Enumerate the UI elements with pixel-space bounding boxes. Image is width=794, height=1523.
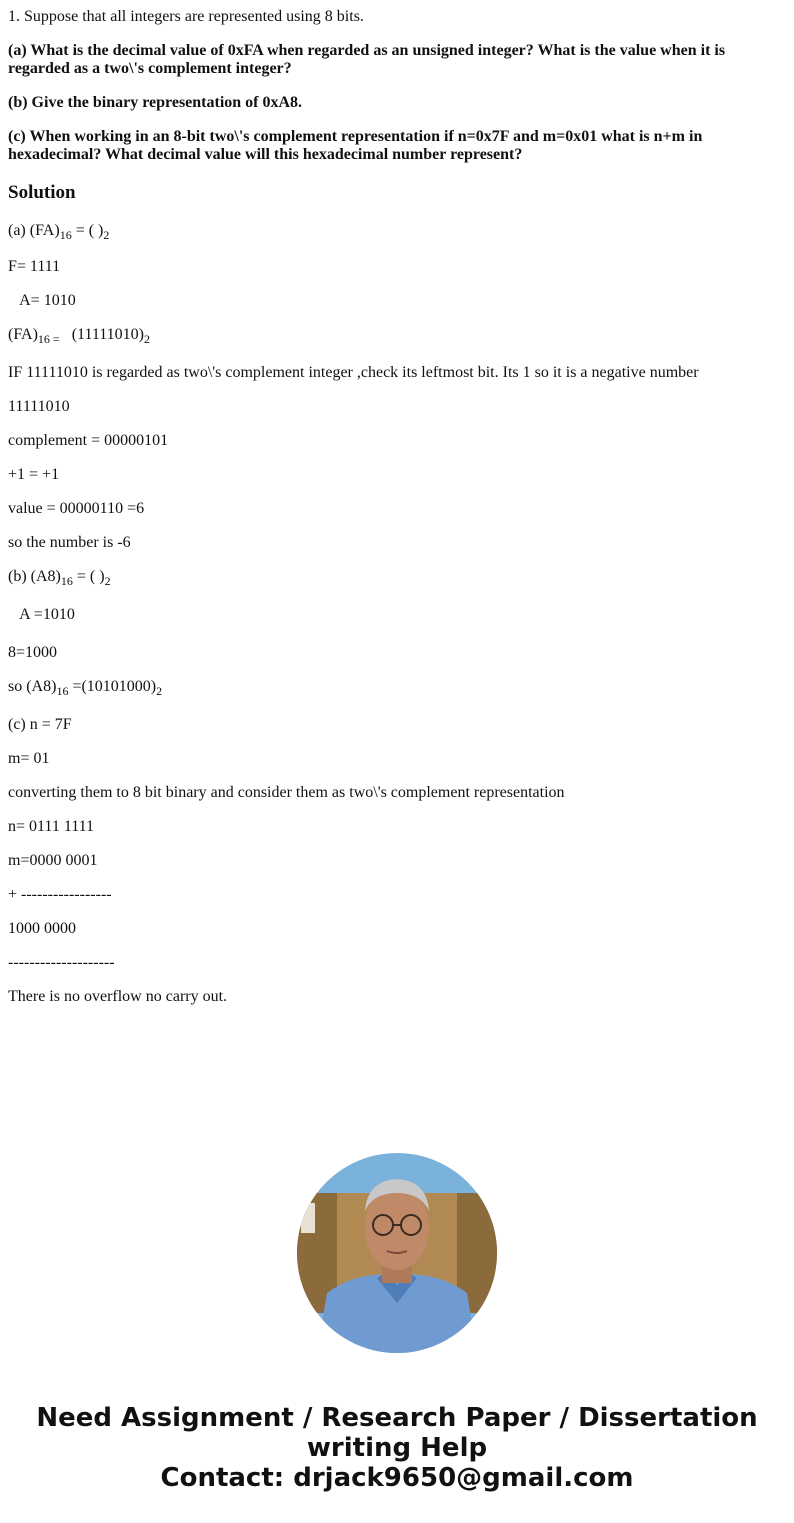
avatar-portrait-image xyxy=(297,1153,497,1353)
value-line: value = 00000110 =6 xyxy=(8,500,145,517)
m-binary-line: m=0000 0001 xyxy=(8,852,98,869)
solution-c-line: (c) n = 7F xyxy=(8,716,72,733)
question-part-a: (a) What is the decimal value of 0xFA when regarded as an unsigned integer? What is the value when it is regarded as a two\'s complement integer? xyxy=(8,42,726,77)
question-intro: 1. Suppose that all integers are represented using 8 bits. xyxy=(8,8,364,25)
footer-line-1: Need Assignment / Research Paper / Dissertation xyxy=(36,1403,758,1433)
question-part-b: (b) Give the binary representation of 0xA8. xyxy=(8,94,303,111)
result-b-line: so $(A8)_{16} =(10101000)_2$ xyxy=(8,678,163,698)
plus-dash-line: + ----------------- xyxy=(8,886,112,903)
m-line: m= 01 xyxy=(8,750,50,767)
solution-b-line: (b) $(A8)_{16}$ = ( )$_2$ xyxy=(8,568,111,588)
document-body xyxy=(8,0,786,1006)
question-part-c: (c) When working in an 8-bit two\'s complement representation if n=0x7F and m=0x01 what is n+m in hexadecimal? What decimal value will this hexadecimal number represent? xyxy=(8,128,703,163)
converting-line: converting them to 8 bit binary and consider them as two\'s complement representation xyxy=(8,784,565,801)
binary-line: 11111010 xyxy=(8,398,70,415)
solution-a-line: (a) $(FA)_{16}$ = ( )$_2$ xyxy=(8,222,110,242)
f-line: F= 1111 xyxy=(8,258,61,275)
footer-contact: Contact: drjack9650@gmail.com xyxy=(160,1463,634,1493)
overflow-line: There is no overflow no carry out. xyxy=(8,988,228,1005)
eight-line: 8=1000 xyxy=(8,644,58,661)
footer-ad xyxy=(0,1403,794,1493)
fa-binary-line: $(FA)_{16 =}$ $(11111010)_2$ xyxy=(8,326,150,346)
a-equals-line: A =1010 xyxy=(8,606,75,623)
a-hex-line: A= 1010 xyxy=(8,292,76,309)
footer-line-2: writing Help xyxy=(306,1433,488,1463)
author-avatar xyxy=(297,1153,497,1353)
plus-one-line: +1 = +1 xyxy=(8,466,60,483)
solution-heading: Solution xyxy=(8,182,76,203)
n-binary-line: n= 0111 1111 xyxy=(8,818,95,835)
result-a-line: so the number is -6 xyxy=(8,534,131,551)
sum-result-line: 1000 0000 xyxy=(8,920,76,937)
complement-line: complement = 00000101 xyxy=(8,432,169,449)
dash-line: -------------------- xyxy=(8,954,115,971)
twos-complement-note: IF 11111010 is regarded as two\'s complement integer ,check its leftmost bit. Its 1 so it is a negative number xyxy=(8,364,699,381)
